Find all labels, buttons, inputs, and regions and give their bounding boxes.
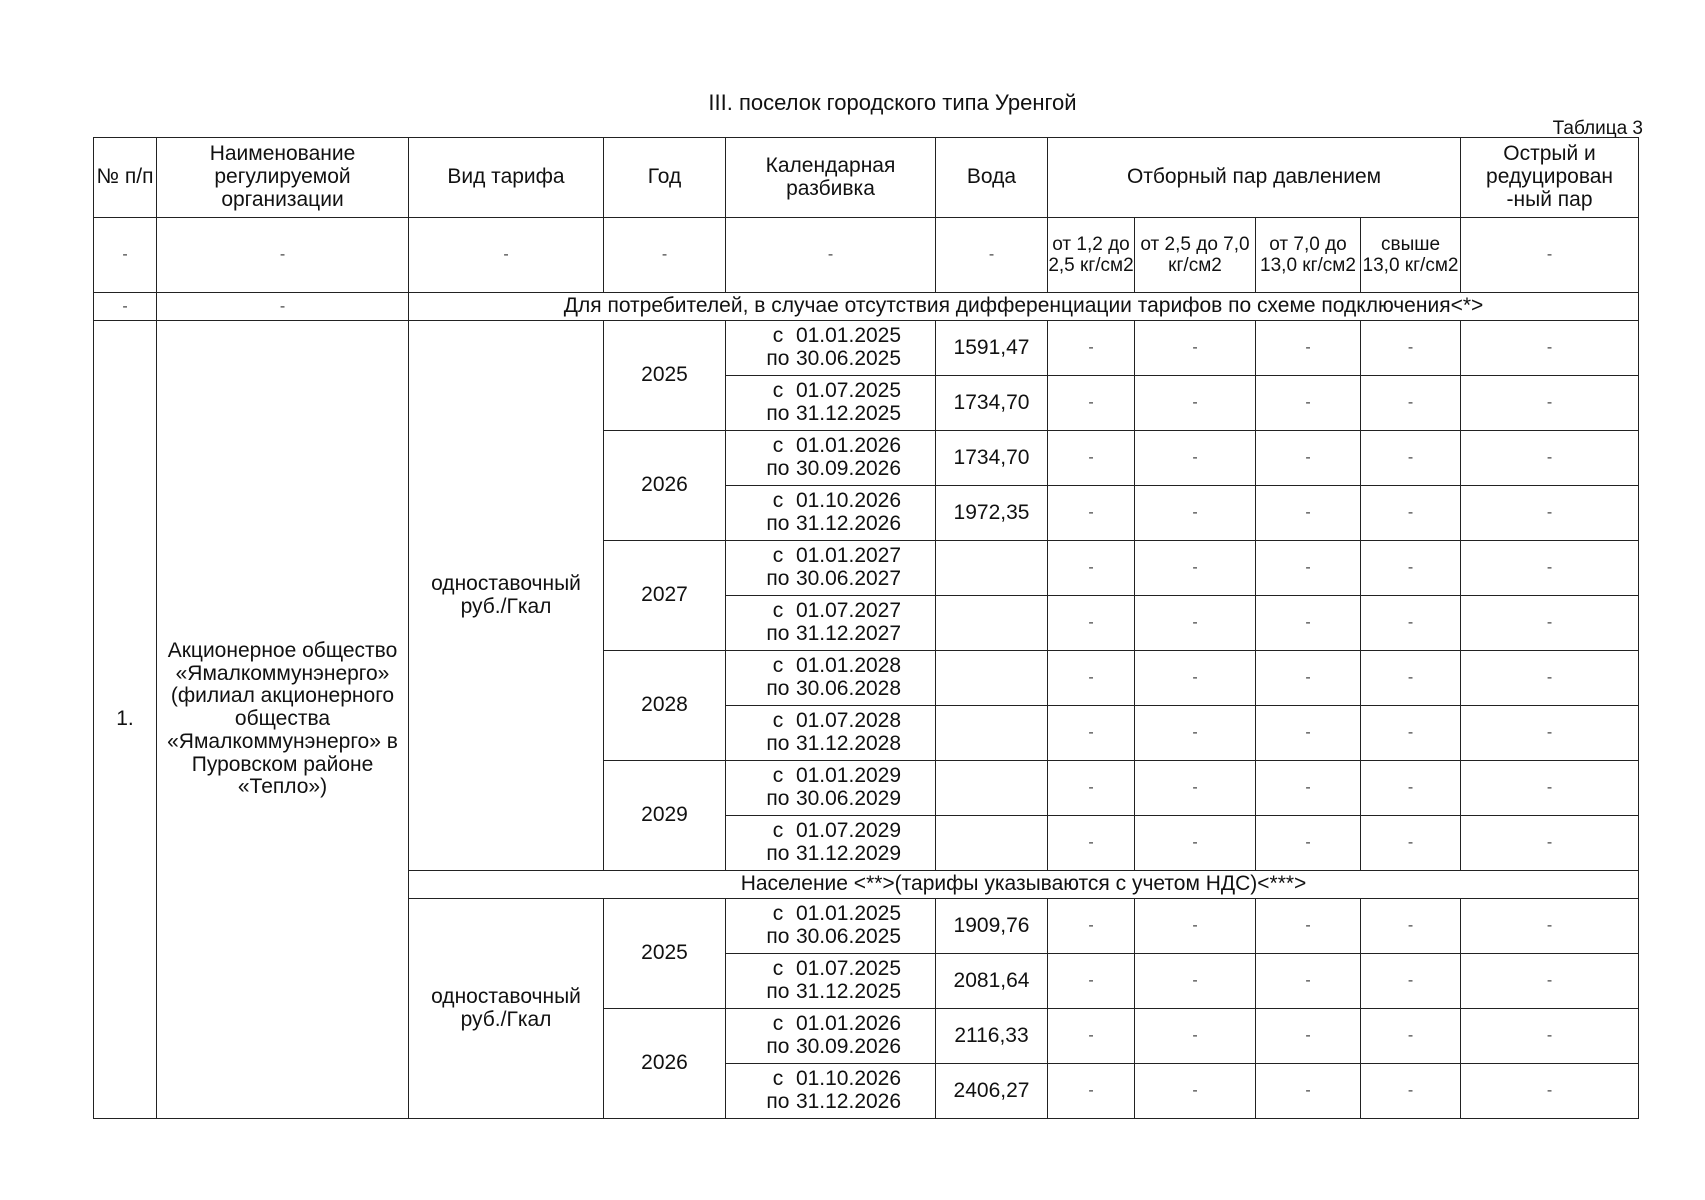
- dash-cell: -: [1048, 954, 1135, 1009]
- dash-cell: -: [1048, 376, 1135, 431]
- period-to-label: по: [766, 787, 790, 810]
- water-tariff: 1591,47: [936, 321, 1048, 376]
- dash-cell: -: [1256, 486, 1361, 541]
- dash-cell: -: [1256, 321, 1361, 376]
- dash-cell: -: [1048, 1064, 1135, 1119]
- period-from: [726, 380, 935, 403]
- tariff-type: одноставочный руб./Гкал: [409, 321, 604, 871]
- dash-cell: -: [1361, 376, 1461, 431]
- period-to-date: 31.12.2028: [795, 732, 902, 755]
- period-to-date: 31.12.2025: [795, 402, 902, 425]
- period-from: [726, 1068, 935, 1091]
- row-number: 1.: [94, 321, 157, 1119]
- calendar-period: [726, 376, 936, 431]
- calendar-period: [726, 899, 936, 954]
- pressure-row: [94, 218, 1639, 293]
- dash-cell: -: [1461, 706, 1639, 761]
- section-consumers-title: Для потребителей, в случае отсутствия дифференциации тарифов по схеме подключения<*>: [409, 293, 1639, 321]
- period-from: [726, 325, 935, 348]
- header-pressure-4: свыше 13,0 кг/см2: [1361, 218, 1461, 293]
- period-from-date: 01.07.2025: [795, 957, 902, 981]
- dash-cell: -: [1135, 761, 1256, 816]
- period-to: [726, 1091, 935, 1114]
- period-from-label: с: [772, 489, 784, 513]
- period-to-label: по: [766, 677, 790, 700]
- period-from: [726, 1013, 935, 1036]
- dash-cell: -: [1256, 376, 1361, 431]
- dash-cell: -: [1256, 899, 1361, 954]
- period-to-date: 30.06.2025: [795, 925, 902, 948]
- period-from-date: 01.01.2025: [795, 902, 902, 926]
- table-row: [94, 321, 1639, 376]
- header-sharp-steam: Острый и редуцирован -ный пар: [1461, 138, 1639, 218]
- period-to-label: по: [766, 925, 790, 948]
- period-from-label: с: [772, 957, 784, 981]
- period-to-label: по: [766, 1090, 790, 1113]
- dash-cell: -: [1361, 761, 1461, 816]
- dash-cell: -: [94, 218, 157, 293]
- dash-cell: -: [1461, 431, 1639, 486]
- water-tariff: [936, 651, 1048, 706]
- dash-cell: -: [1361, 541, 1461, 596]
- period-to-label: по: [766, 347, 790, 370]
- calendar-period: [726, 431, 936, 486]
- period-to-label: по: [766, 622, 790, 645]
- dash-cell: -: [1048, 899, 1135, 954]
- period-from-date: 01.07.2029: [795, 819, 902, 843]
- dash-cell: -: [1048, 706, 1135, 761]
- dash-cell: -: [1256, 596, 1361, 651]
- header-num: № п/п: [94, 138, 157, 218]
- dash-cell: -: [1361, 486, 1461, 541]
- period-from: [726, 655, 935, 678]
- dash-cell: -: [1048, 596, 1135, 651]
- header-pressure-1: от 1,2 до 2,5 кг/см2: [1048, 218, 1135, 293]
- period-from: [726, 710, 935, 733]
- period-to-date: 31.12.2026: [795, 1090, 902, 1113]
- period-from: [726, 490, 935, 513]
- period-from-label: с: [772, 324, 784, 348]
- period-to-label: по: [766, 1035, 790, 1058]
- dash-cell: -: [1256, 706, 1361, 761]
- dash-cell: -: [1461, 899, 1639, 954]
- calendar-period: [726, 816, 936, 871]
- header-water: Вода: [936, 138, 1048, 218]
- period-from-date: 01.01.2029: [795, 764, 902, 788]
- period-to: [726, 403, 935, 426]
- dash-cell: -: [1361, 706, 1461, 761]
- organization-name: Акционерное общество «Ямалкоммунэнерго» (филиал акционерного общества «Ямалкоммунэнерго» в Пуровском районе «Тепло»): [157, 321, 409, 1119]
- water-tariff: [936, 596, 1048, 651]
- period-to-label: по: [766, 842, 790, 865]
- dash-cell: -: [1361, 431, 1461, 486]
- period-to-label: по: [766, 512, 790, 535]
- document-title: III. поселок городского типа Уренгой: [708, 90, 1077, 115]
- calendar-period: [726, 651, 936, 706]
- dash-cell: -: [1135, 431, 1256, 486]
- dash-cell: -: [1135, 1009, 1256, 1064]
- header-calendar: Календарная разбивка: [726, 138, 936, 218]
- section-row-consumers: [94, 293, 1639, 321]
- period-to: [726, 568, 935, 591]
- calendar-period: [726, 954, 936, 1009]
- period-to-date: 30.06.2027: [795, 567, 902, 590]
- period-to: [726, 678, 935, 701]
- year-cell: 2025: [604, 321, 726, 431]
- period-from-date: 01.01.2027: [795, 544, 902, 568]
- water-tariff: [936, 761, 1048, 816]
- calendar-period: [726, 596, 936, 651]
- tariff-table: [93, 137, 1639, 1119]
- dash-cell: -: [94, 293, 157, 321]
- period-to: [726, 623, 935, 646]
- dash-cell: -: [1461, 651, 1639, 706]
- period-from-label: с: [772, 1012, 784, 1036]
- water-tariff: 1734,70: [936, 431, 1048, 486]
- header-tariff-type: Вид тарифа: [409, 138, 604, 218]
- dash-cell: -: [1135, 486, 1256, 541]
- period-from: [726, 958, 935, 981]
- dash-cell: -: [1048, 816, 1135, 871]
- period-from: [726, 545, 935, 568]
- dash-cell: -: [1256, 954, 1361, 1009]
- dash-cell: -: [1361, 954, 1461, 1009]
- dash-cell: -: [1461, 816, 1639, 871]
- period-to: [726, 348, 935, 371]
- dash-cell: -: [1048, 321, 1135, 376]
- dash-cell: -: [1256, 431, 1361, 486]
- period-from-date: 01.07.2025: [795, 379, 902, 403]
- period-to-date: 31.12.2026: [795, 512, 902, 535]
- dash-cell: -: [1361, 321, 1461, 376]
- header-steam: Отборный пар давлением: [1048, 138, 1461, 218]
- header-org: Наименование регулируемой организации: [157, 138, 409, 218]
- dash-cell: -: [1361, 899, 1461, 954]
- section-population-title: Население <**>(тарифы указываются с учетом НДС)<***>: [409, 871, 1639, 899]
- period-to: [726, 788, 935, 811]
- year-cell: 2029: [604, 761, 726, 871]
- dash-cell: -: [1135, 541, 1256, 596]
- period-to-date: 30.06.2029: [795, 787, 902, 810]
- period-to: [726, 981, 935, 1004]
- dash-cell: -: [1135, 376, 1256, 431]
- dash-cell: -: [1461, 1009, 1639, 1064]
- period-to-date: 30.09.2026: [795, 457, 902, 480]
- water-tariff: [936, 816, 1048, 871]
- period-from: [726, 435, 935, 458]
- dash-cell: -: [1256, 761, 1361, 816]
- period-from-date: 01.01.2028: [795, 654, 902, 678]
- dash-cell: -: [1135, 596, 1256, 651]
- dash-cell: -: [1135, 899, 1256, 954]
- period-from-label: с: [772, 902, 784, 926]
- year-cell: 2026: [604, 431, 726, 541]
- dash-cell: -: [1461, 954, 1639, 1009]
- calendar-period: [726, 486, 936, 541]
- period-to: [726, 1036, 935, 1059]
- year-cell: 2025: [604, 899, 726, 1009]
- dash-cell: -: [157, 218, 409, 293]
- dash-cell: -: [1048, 431, 1135, 486]
- water-tariff: 2081,64: [936, 954, 1048, 1009]
- calendar-period: [726, 541, 936, 596]
- period-from-date: 01.01.2026: [795, 1012, 902, 1036]
- period-to-label: по: [766, 732, 790, 755]
- period-from-label: с: [772, 599, 784, 623]
- water-tariff: [936, 541, 1048, 596]
- table-number-label: Таблица 3: [1552, 118, 1643, 139]
- dash-cell: -: [1256, 1009, 1361, 1064]
- calendar-period: [726, 761, 936, 816]
- dash-cell: -: [1135, 954, 1256, 1009]
- dash-cell: -: [1361, 596, 1461, 651]
- period-to-label: по: [766, 980, 790, 1003]
- period-from-label: с: [772, 1067, 784, 1091]
- calendar-period: [726, 1009, 936, 1064]
- period-from-label: с: [772, 544, 784, 568]
- calendar-period: [726, 321, 936, 376]
- period-from-date: 01.07.2027: [795, 599, 902, 623]
- period-from: [726, 903, 935, 926]
- period-to-date: 31.12.2027: [795, 622, 902, 645]
- dash-cell: -: [1135, 706, 1256, 761]
- tariff-type: одноставочный руб./Гкал: [409, 899, 604, 1119]
- period-from-date: 01.07.2028: [795, 709, 902, 733]
- year-cell: 2026: [604, 1009, 726, 1119]
- period-to-date: 31.12.2029: [795, 842, 902, 865]
- dash-cell: -: [157, 293, 409, 321]
- water-tariff: 1734,70: [936, 376, 1048, 431]
- water-tariff: 1909,76: [936, 899, 1048, 954]
- period-from-label: с: [772, 434, 784, 458]
- dash-cell: -: [1048, 541, 1135, 596]
- dash-cell: -: [409, 218, 604, 293]
- dash-cell: -: [1256, 1064, 1361, 1119]
- dash-cell: -: [936, 218, 1048, 293]
- period-from: [726, 600, 935, 623]
- period-from-label: с: [772, 654, 784, 678]
- period-from-label: с: [772, 709, 784, 733]
- dash-cell: -: [1135, 1064, 1256, 1119]
- calendar-period: [726, 1064, 936, 1119]
- dash-cell: -: [1256, 541, 1361, 596]
- water-tariff: 1972,35: [936, 486, 1048, 541]
- period-to-date: 30.06.2028: [795, 677, 902, 700]
- header-pressure-2: от 2,5 до 7,0 кг/см2: [1135, 218, 1256, 293]
- period-from-date: 01.10.2026: [795, 489, 902, 513]
- dash-cell: -: [1461, 1064, 1639, 1119]
- dash-cell: -: [1461, 376, 1639, 431]
- period-from-label: с: [772, 764, 784, 788]
- period-from-date: 01.10.2026: [795, 1067, 902, 1091]
- period-from-date: 01.01.2025: [795, 324, 902, 348]
- dash-cell: -: [1256, 651, 1361, 706]
- period-to-label: по: [766, 567, 790, 590]
- dash-cell: -: [1361, 1009, 1461, 1064]
- dash-cell: -: [1048, 1009, 1135, 1064]
- dash-cell: -: [1048, 761, 1135, 816]
- dash-cell: -: [1361, 1064, 1461, 1119]
- header-year: Год: [604, 138, 726, 218]
- period-to: [726, 843, 935, 866]
- dash-cell: -: [1135, 651, 1256, 706]
- dash-cell: -: [726, 218, 936, 293]
- year-cell: 2028: [604, 651, 726, 761]
- period-from-label: с: [772, 379, 784, 403]
- dash-cell: -: [1461, 596, 1639, 651]
- dash-cell: -: [1256, 816, 1361, 871]
- period-to-label: по: [766, 457, 790, 480]
- dash-cell: -: [1361, 816, 1461, 871]
- dash-cell: -: [1135, 816, 1256, 871]
- dash-cell: -: [1048, 486, 1135, 541]
- water-tariff: 2116,33: [936, 1009, 1048, 1064]
- header-pressure-3: от 7,0 до 13,0 кг/см2: [1256, 218, 1361, 293]
- period-from: [726, 765, 935, 788]
- period-to: [726, 513, 935, 536]
- dash-cell: -: [1461, 486, 1639, 541]
- dash-cell: -: [1135, 321, 1256, 376]
- dash-cell: -: [1461, 761, 1639, 816]
- period-to-label: по: [766, 402, 790, 425]
- period-from: [726, 820, 935, 843]
- period-from-date: 01.01.2026: [795, 434, 902, 458]
- water-tariff: 2406,27: [936, 1064, 1048, 1119]
- dash-cell: -: [1048, 651, 1135, 706]
- period-to: [726, 458, 935, 481]
- period-to-date: 30.06.2025: [795, 347, 902, 370]
- dash-cell: -: [1461, 541, 1639, 596]
- water-tariff: [936, 706, 1048, 761]
- period-to: [726, 926, 935, 949]
- year-cell: 2027: [604, 541, 726, 651]
- dash-cell: -: [1461, 321, 1639, 376]
- period-to-date: 30.09.2026: [795, 1035, 902, 1058]
- header-row: [94, 138, 1639, 218]
- period-to: [726, 733, 935, 756]
- period-to-date: 31.12.2025: [795, 980, 902, 1003]
- dash-cell: -: [604, 218, 726, 293]
- calendar-period: [726, 706, 936, 761]
- dash-cell: -: [1361, 651, 1461, 706]
- period-from-label: с: [772, 819, 784, 843]
- dash-cell: -: [1461, 218, 1639, 293]
